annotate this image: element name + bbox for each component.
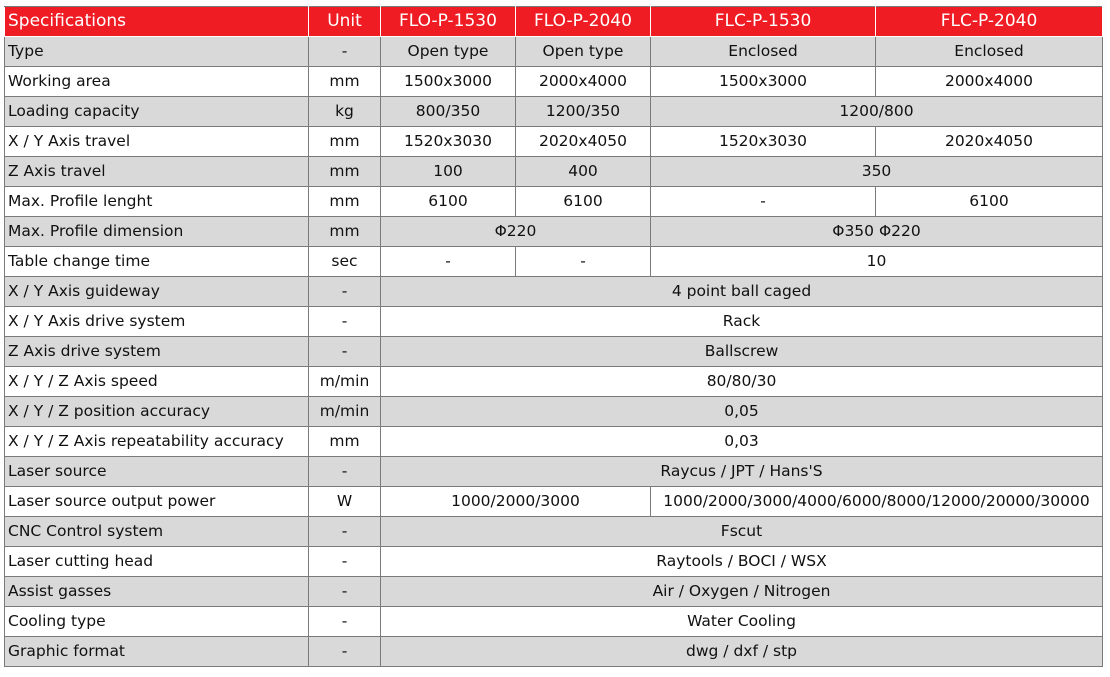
row-unit: - <box>309 607 381 637</box>
row-label: Loading capacity <box>5 97 309 127</box>
table-cell: Enclosed <box>876 37 1103 67</box>
header-unit: Unit <box>309 7 381 37</box>
table-cell: Ballscrew <box>381 337 1103 367</box>
table-row <box>5 97 1103 127</box>
table-cell: 6100 <box>381 187 516 217</box>
row-unit: W <box>309 487 381 517</box>
row-label: Type <box>5 37 309 67</box>
table-cell: 2020x4050 <box>516 127 651 157</box>
row-label: X / Y / Z Axis repeatability accuracy <box>5 427 309 457</box>
table-cell: 80/80/30 <box>381 367 1103 397</box>
table-cell: Raycus / JPT / Hans'S <box>381 457 1103 487</box>
table-cell: 1000/2000/3000/4000/6000/8000/12000/20000/30000 <box>651 487 1103 517</box>
row-label: Z Axis travel <box>5 157 309 187</box>
table-cell: 1520x3030 <box>651 127 876 157</box>
table-cell: - <box>651 187 876 217</box>
row-unit: mm <box>309 187 381 217</box>
row-unit: - <box>309 637 381 667</box>
table-cell: Rack <box>381 307 1103 337</box>
row-label: Table change time <box>5 247 309 277</box>
table-row <box>5 247 1103 277</box>
table-cell: 2000x4000 <box>876 67 1103 97</box>
row-label: Laser cutting head <box>5 547 309 577</box>
table-row <box>5 607 1103 637</box>
row-unit: - <box>309 577 381 607</box>
table-cell: Enclosed <box>651 37 876 67</box>
row-unit: sec <box>309 247 381 277</box>
table-row <box>5 547 1103 577</box>
table-row <box>5 277 1103 307</box>
row-label: X / Y / Z position accuracy <box>5 397 309 427</box>
table-cell: 0,03 <box>381 427 1103 457</box>
table-header-row <box>5 7 1103 37</box>
table-row <box>5 427 1103 457</box>
row-label: X / Y Axis travel <box>5 127 309 157</box>
row-label: Max. Profile lenght <box>5 187 309 217</box>
row-label: Laser source output power <box>5 487 309 517</box>
header-flo-p-1530: FLO-P-1530 <box>381 7 516 37</box>
table-cell: Φ350 Φ220 <box>651 217 1103 247</box>
row-label: Assist gasses <box>5 577 309 607</box>
table-row <box>5 127 1103 157</box>
table-cell: 1000/2000/3000 <box>381 487 651 517</box>
row-unit: - <box>309 337 381 367</box>
header-flo-p-2040: FLO-P-2040 <box>516 7 651 37</box>
table-cell: 2000x4000 <box>516 67 651 97</box>
row-label: X / Y / Z Axis speed <box>5 367 309 397</box>
table-row <box>5 307 1103 337</box>
table-cell: Φ220 <box>381 217 651 247</box>
row-unit: - <box>309 547 381 577</box>
header-specifications: Specifications <box>5 7 309 37</box>
table-row <box>5 577 1103 607</box>
table-row <box>5 157 1103 187</box>
table-cell: - <box>381 247 516 277</box>
row-label: Z Axis drive system <box>5 337 309 367</box>
table-cell: 10 <box>651 247 1103 277</box>
table-cell: 350 <box>651 157 1103 187</box>
row-unit: mm <box>309 67 381 97</box>
table-cell: Open type <box>381 37 516 67</box>
row-label: Working area <box>5 67 309 97</box>
table-cell: 1200/350 <box>516 97 651 127</box>
table-cell: dwg / dxf / stp <box>381 637 1103 667</box>
table-row <box>5 187 1103 217</box>
row-unit: - <box>309 517 381 547</box>
table-row <box>5 487 1103 517</box>
table-cell: Open type <box>516 37 651 67</box>
table-cell: Water Cooling <box>381 607 1103 637</box>
row-unit: mm <box>309 217 381 247</box>
table-cell: 6100 <box>876 187 1103 217</box>
table-row <box>5 517 1103 547</box>
table-cell: 1500x3000 <box>381 67 516 97</box>
table-row <box>5 367 1103 397</box>
table-row <box>5 217 1103 247</box>
row-unit: - <box>309 277 381 307</box>
table-row <box>5 397 1103 427</box>
row-label: X / Y Axis drive system <box>5 307 309 337</box>
table-cell: Air / Oxygen / Nitrogen <box>381 577 1103 607</box>
row-label: X / Y Axis guideway <box>5 277 309 307</box>
row-unit: mm <box>309 127 381 157</box>
table-cell: 2020x4050 <box>876 127 1103 157</box>
table-row <box>5 37 1103 67</box>
table-cell: 1500x3000 <box>651 67 876 97</box>
table-row <box>5 67 1103 97</box>
table-row <box>5 337 1103 367</box>
table-row <box>5 457 1103 487</box>
row-unit: m/min <box>309 367 381 397</box>
row-unit: - <box>309 307 381 337</box>
specifications-table <box>4 6 1103 667</box>
table-cell: 800/350 <box>381 97 516 127</box>
row-unit: mm <box>309 157 381 187</box>
table-cell: 1520x3030 <box>381 127 516 157</box>
header-flc-p-2040: FLC-P-2040 <box>876 7 1103 37</box>
row-label: Graphic format <box>5 637 309 667</box>
table-cell: 6100 <box>516 187 651 217</box>
row-label: CNC Control system <box>5 517 309 547</box>
table-cell: Raytools / BOCI / WSX <box>381 547 1103 577</box>
row-label: Laser source <box>5 457 309 487</box>
table-cell: 4 point ball caged <box>381 277 1103 307</box>
table-cell: 100 <box>381 157 516 187</box>
table-cell: 1200/800 <box>651 97 1103 127</box>
table-cell: 400 <box>516 157 651 187</box>
row-unit: - <box>309 457 381 487</box>
row-unit: - <box>309 37 381 67</box>
table-cell: Fscut <box>381 517 1103 547</box>
row-unit: kg <box>309 97 381 127</box>
row-label: Cooling type <box>5 607 309 637</box>
row-label: Max. Profile dimension <box>5 217 309 247</box>
table-row <box>5 637 1103 667</box>
row-unit: mm <box>309 427 381 457</box>
header-flc-p-1530: FLC-P-1530 <box>651 7 876 37</box>
table-cell: - <box>516 247 651 277</box>
table-cell: 0,05 <box>381 397 1103 427</box>
row-unit: m/min <box>309 397 381 427</box>
